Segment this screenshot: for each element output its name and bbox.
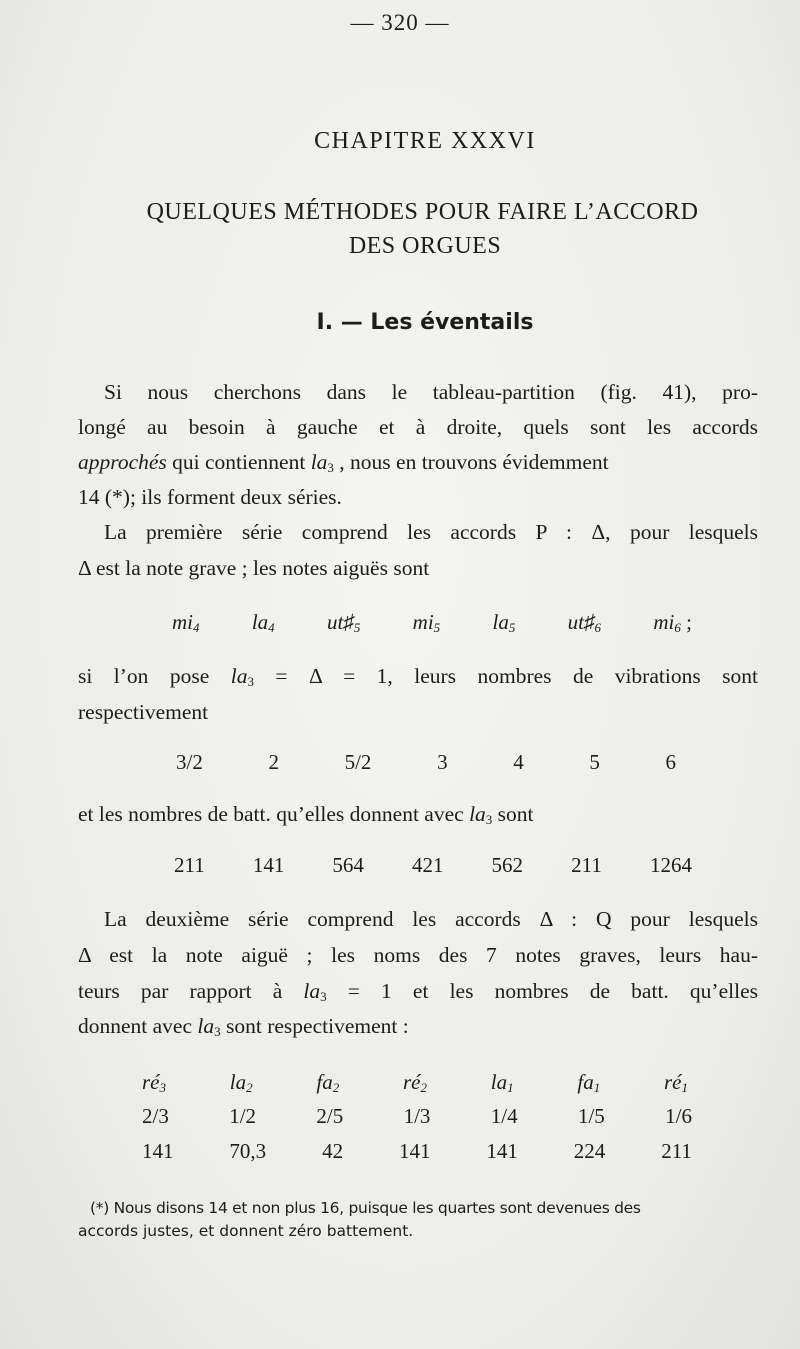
ratio-value: 1/3 <box>403 1104 431 1128</box>
vibration-value: 4 <box>513 750 524 774</box>
italic-word: approchés <box>78 450 167 474</box>
text-fragment: , nous en trouvons évidemment <box>333 450 609 474</box>
paragraph-3-line-2: respectivement <box>78 700 209 724</box>
vibration-value: 5 <box>589 750 600 774</box>
note-cell: fa1 <box>577 1070 601 1095</box>
beat-value: 421 <box>411 853 444 877</box>
beat-value: 224 <box>573 1139 606 1163</box>
high-notes-row <box>172 610 692 636</box>
low-notes-beats-row <box>142 1139 692 1164</box>
beat-value: 211 <box>571 853 602 877</box>
paragraph-4 <box>78 802 758 828</box>
note-subscript: 3 <box>320 989 327 1004</box>
footnote-line-1: (*) Nous disons 14 et non plus 16, puisque les quartes sont devenues des <box>90 1199 641 1217</box>
beats-row <box>174 853 692 878</box>
vibration-value: 5/2 <box>344 750 372 774</box>
text-fragment: = Δ = 1, leurs nombres de vibrations sont <box>253 664 758 688</box>
vibration-value: 2 <box>268 750 279 774</box>
note-subscript: 3 <box>247 674 254 689</box>
vibrations-row <box>176 750 676 775</box>
ratio-value: 2/5 <box>316 1104 344 1128</box>
note-subscript: 3 <box>327 460 334 475</box>
note-subscript: 3 <box>485 812 493 827</box>
page-number: — 320 — <box>350 10 450 35</box>
paragraph-5-line-1: La deuxième série comprend les accords Δ : Q pour lesquels <box>104 907 758 931</box>
note-cell: mi4 <box>172 610 200 635</box>
vibration-value: 3/2 <box>176 750 203 774</box>
note-cell: mi5 <box>412 610 441 635</box>
beat-value: 562 <box>491 853 524 877</box>
beat-value: 1264 <box>649 853 692 877</box>
paragraph-1-line-2: longé au besoin à gauche et à droite, quels sont les accords <box>78 415 758 439</box>
vibration-value: 3 <box>437 750 448 774</box>
ratio-value: 2/3 <box>142 1104 169 1128</box>
ratio-value: 1/2 <box>229 1104 257 1128</box>
text-fragment: sont <box>492 802 534 826</box>
text-fragment: teurs par rapport à <box>78 979 304 1003</box>
paragraph-1-line-3 <box>78 450 758 476</box>
note-cell: ré2 <box>402 1070 427 1095</box>
beat-value: 564 <box>332 853 364 877</box>
ratio-value: 1/5 <box>577 1104 605 1128</box>
chapter-title-line2: DES ORGUES <box>348 233 502 259</box>
note-cell: ut♯6 <box>567 610 602 635</box>
footnote-line-2: accords justes, et donnent zéro battement. <box>78 1222 414 1240</box>
paragraph-2-line-2: Δ est la note grave ; les notes aiguës sont <box>78 556 430 580</box>
note-cell: ré3 <box>142 1070 166 1095</box>
note-cell: la4 <box>251 610 275 635</box>
beat-value: 211 <box>174 853 205 877</box>
paragraph-1-line-1: Si nous cherchons dans le tableau-partition (fig. 41), pro- <box>104 380 758 404</box>
paragraph-5-line-3 <box>78 979 758 1005</box>
note-la: la <box>303 979 321 1003</box>
ratio-value: 1/4 <box>490 1104 518 1128</box>
text-fragment: donnent avec <box>78 1014 198 1038</box>
note-cell: fa2 <box>316 1070 340 1095</box>
note-la: la <box>230 664 248 688</box>
note-cell: la5 <box>492 610 516 635</box>
paragraph-1-line-4: 14 (*); ils forment deux séries. <box>78 485 342 509</box>
paragraph-3-line-1 <box>78 664 758 690</box>
beat-value: 141 <box>142 1139 174 1163</box>
text-fragment: = 1 et les nombres de batt. qu’elles <box>326 979 758 1003</box>
note-cell: la2 <box>229 1070 253 1095</box>
note-subscript: 3 <box>214 1024 221 1039</box>
beat-value: 141 <box>252 853 285 877</box>
note-la: la <box>469 802 486 826</box>
paragraph-5-line-4 <box>78 1014 758 1040</box>
text-fragment: qui contiennent <box>166 450 311 474</box>
note-cell: mi6 ; <box>653 610 692 635</box>
vibration-value: 6 <box>665 750 676 774</box>
note-cell: la1 <box>490 1070 514 1095</box>
text-fragment: sont respectivement : <box>220 1014 409 1038</box>
note-cell: ré1 <box>663 1070 688 1095</box>
chapter-heading: CHAPITRE XXXVI <box>314 128 536 154</box>
beat-value: 70,3 <box>229 1139 267 1163</box>
section-heading: I. — Les éventails <box>316 310 534 335</box>
note-la: la <box>310 450 328 474</box>
ratio-value: 1/6 <box>665 1104 692 1128</box>
chapter-title-line1: QUELQUES MÉTHODES POUR FAIRE L’ACCORD <box>146 199 699 225</box>
paragraph-2-line-1: La première série comprend les accords P : Δ, pour lesquels <box>104 520 758 544</box>
text-fragment: et les nombres de batt. qu’elles donnent avec <box>78 802 470 826</box>
beat-value: 42 <box>322 1139 344 1163</box>
note-cell: ut♯5 <box>327 610 361 635</box>
note-la: la <box>197 1014 215 1038</box>
beat-value: 141 <box>398 1139 431 1163</box>
beat-value: 211 <box>661 1139 692 1163</box>
low-notes-names-row <box>142 1070 688 1096</box>
text-fragment: si l’on pose <box>78 664 231 688</box>
beat-value: 141 <box>486 1139 518 1163</box>
paragraph-5-line-2: Δ est la note aiguë ; les noms des 7 notes graves, leurs hau- <box>78 943 758 967</box>
low-notes-ratios-row <box>142 1104 692 1129</box>
